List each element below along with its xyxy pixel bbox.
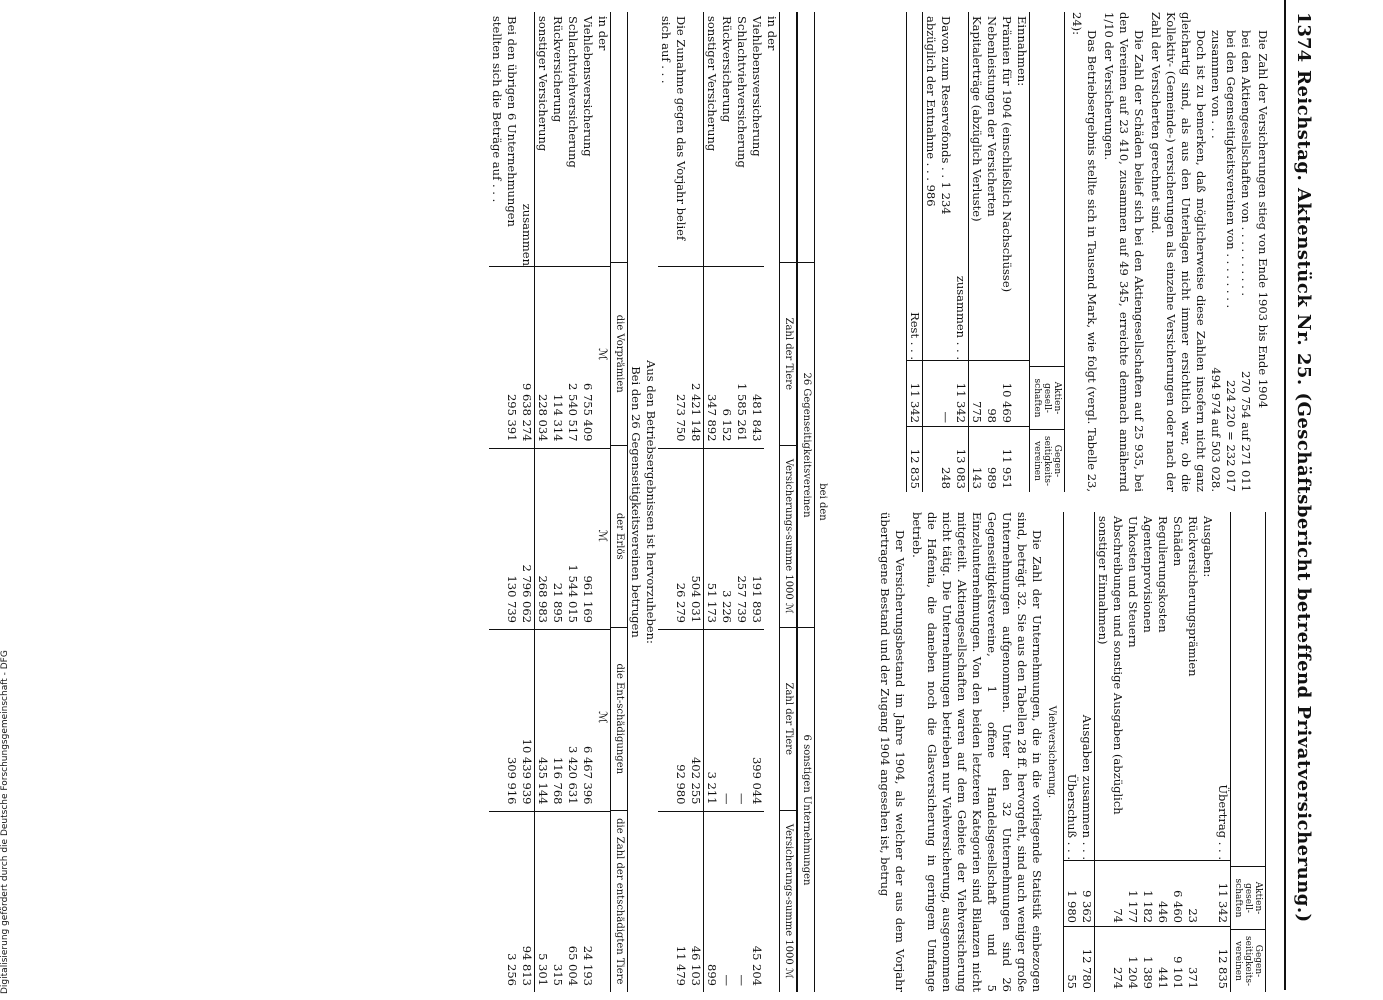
paragraph: Doch ist zu bemerken, daß möglicherweise diese Zahlen insofern nicht ganz gleichartig sind, als aus den Unterlagen nicht immer ersichtlich war, ob die Kollektiv- (Gemeinde-) versicherungen als einzelne Versicherungen oder nach der Zahl der Versicherten gerechnet sind. [1149, 12, 1208, 492]
livestock-tables [489, 12, 830, 992]
table-row-total: 2 421 148 504 031 402 255 46 103 [688, 12, 704, 992]
column-header: Aktien-gesell-schaften [1030, 366, 1064, 429]
table-row: Kapitalerträge (abzüglich Verluste) 775 143 [969, 12, 984, 492]
stat-row-total: zusammen von . . . 494 974 auf 503 028. [1209, 30, 1223, 492]
table-row: Rückversicherung 6 152 3 226 — — [719, 12, 734, 992]
paragraph: Das Betriebsergebnis stellte sich in Tausend Mark, wie folgt (vergl. Tabelle 23, 24): [1070, 12, 1099, 492]
table-row: Die Zunahme gegen das Vorjahr belief sich auf . . . 273 750 26 279 92 980 11 479 [658, 12, 688, 992]
table-row: Ausgaben: [1200, 512, 1215, 992]
table-header [1230, 512, 1265, 992]
table-row: Überschuß . . . 1 980 55 [1064, 512, 1079, 992]
table-row: sonstiger Versicherung 347 892 51 173 3 211 899 [704, 12, 719, 992]
paragraph: Der Versicherungsbestand im Jahre 1904, als welcher der aus dem Vorjahr übertragene Bestand und der Zugang 1904 angesehen ist, betrug [878, 512, 907, 992]
page-number: 1374 [1293, 12, 1314, 63]
table-row-total: zusammen 9 638 274 2 796 062 10 439 939 94 813 [519, 12, 535, 992]
left-column [902, 12, 1270, 492]
column-header: Gegen-seitigkeits-vereinen [1231, 929, 1265, 992]
page-header [1284, 0, 1316, 990]
table-row: Regulierungskosten 446 441 [1155, 512, 1170, 992]
column-header: Versicherungs-summe 1000 ℳ [780, 810, 796, 993]
group-header: 6 sonstigen Unternehmungen [798, 627, 814, 992]
table-row: Schlachtviehversicherung 2 540 517 1 544 015 3 420 631 65 004 [565, 12, 580, 992]
table-header [610, 12, 628, 992]
column-header: die Zahl der entschädigten Tiere [611, 810, 627, 993]
paragraph: Die Zahl der Schäden belief sich bei den Aktiengesellschaften auf 25 935, bei den Vereinen auf 23 410, zusammen auf 49 345, erreichte demnach annähernd 1/10 der Versicherungen. [1102, 12, 1146, 492]
note: Bei den 26 Gegenseitigkeitsvereinen betrugen [629, 366, 643, 638]
table-row-total: zusammen . . . 11 342 13 083 [953, 12, 969, 492]
table-row: Agentenprovisionen 1 182 1 389 [1140, 512, 1155, 992]
table-row-total: Rest . . . 11 342 12 835 [907, 12, 923, 492]
column-header: Zahl der Tiere [780, 627, 796, 810]
table-row: Unkosten und Steuern 1 177 1 204 [1125, 512, 1140, 992]
table-row-total: Ausgaben zusammen . . . 9 362 12 780 [1079, 512, 1095, 992]
table-header [1029, 12, 1064, 492]
intro-text: Die Zahl der Versicherungen stieg von Ende 1903 bis Ende 1904 [1256, 30, 1270, 409]
table-row: Übertrag . . . 11 342 12 835 [1215, 512, 1230, 992]
table-row: Rückversicherungsprämien 23 371 [1185, 512, 1200, 992]
column-header: die Vorprämien [611, 262, 627, 445]
expense-table [1063, 512, 1266, 992]
income-table [906, 12, 1065, 492]
group-header: 26 Gegenseitigkeitsvereinen [798, 262, 814, 627]
paragraph: Die Zahl der Unternehmungen, die in die vorliegende Statistik einbezogen sind, beträgt 32. Sie aus den Tabellen 28 ff. hervorgeht, sind auch weniger große Unternehmungen aufgenommen. Unter den 32 Unternehmungen sind 26 Gegenseitigkeitsvereine, 1 offene Handelsgesellschaft und 5 Einzelunternehmungen. Von den beiden letzteren Kategorien sind Bilanzen nicht mitgeteilt. Aktiengesellschaften waren auf dem Gebiete der Viehversicherung nicht tätig. Die Unternehmungen betrieben nur Viehversicherung, ausgenommen die Hafenia, die daneben noch die Glasversicherung in geringem Umfange betrieb. [910, 512, 1044, 992]
table-header [797, 12, 815, 992]
table-row: Prämien für 1904 (einschließlich Nachschüsse) 10 469 11 951 [999, 12, 1014, 492]
stat-row: bei den Gegenseitigkeitsvereinen von . . . . . . . . 224 220 = 232 017 [1224, 30, 1238, 492]
note: Aus den Betriebsergebnissen ist hervorzuheben: [644, 360, 658, 644]
table-row: Schäden 6 460 9 101 [1170, 512, 1185, 992]
column-header: Aktien-gesell-schaften [1231, 866, 1265, 929]
table-row: sonstiger Versicherung 228 034 268 983 435 144 5 301 [535, 12, 550, 992]
table-header [779, 12, 797, 992]
column-header: Versicherungs-summe 1000 ℳ [780, 445, 796, 628]
column-header: Gegen-seitigkeits-vereinen [1030, 429, 1064, 492]
table-row: Abschreibungen und sonstige Ausgaben (abzüglich sonstiger Einnahmen) 74 274 [1095, 512, 1125, 992]
group-caption: bei den [817, 483, 828, 521]
section-heading: Viehversicherung. [1046, 705, 1057, 799]
column-header: Zahl der Tiere [780, 262, 796, 445]
table-row: Rückversicherung 114 314 21 895 116 768 315 [550, 12, 565, 992]
right-column [875, 512, 1270, 992]
table-row: Schlachtviehversicherung 1 585 261 257 739 — — [734, 12, 749, 992]
table-row: in der [765, 16, 779, 51]
table-row: Nebenleistungen der Versicherten 98 989 [984, 12, 999, 492]
table-row: Viehlebensversicherung 6 755 409 961 169 6 467 396 24 193 [580, 12, 595, 992]
table-row: Einnahmen: [1014, 12, 1029, 492]
page-title: Reichstag. Aktenstück Nr. 25. (Geschäftsbericht betreffend Privatversicherung.) [1293, 70, 1314, 923]
table-row: Viehlebensversicherung 481 843 191 893 399 044 45 204 [749, 12, 764, 992]
unit-row: in der ℳ ℳ ℳ [595, 12, 610, 992]
table-row: Bei den übrigen 6 Unternehmungen stellten sich die Beträge auf . . . 295 391 130 739 309 916 3 256 [489, 12, 519, 992]
stat-row: bei den Aktiengesellschaften von . . . . . . . . . . 270 754 auf 271 011 [1239, 30, 1253, 492]
table-row: Davon zum Reservefonds . . 1 234 — 248 [938, 12, 953, 492]
digitization-credit: Digitalisierung gefördert durch die Deutsche Forschungsgemeinschaft - DFG [0, 650, 10, 994]
column-header: der Erlös [611, 445, 627, 628]
table-row: abzüglich der Entnahme . . . 986 [923, 12, 938, 492]
column-header: die Ent-schädigungen [611, 627, 627, 810]
